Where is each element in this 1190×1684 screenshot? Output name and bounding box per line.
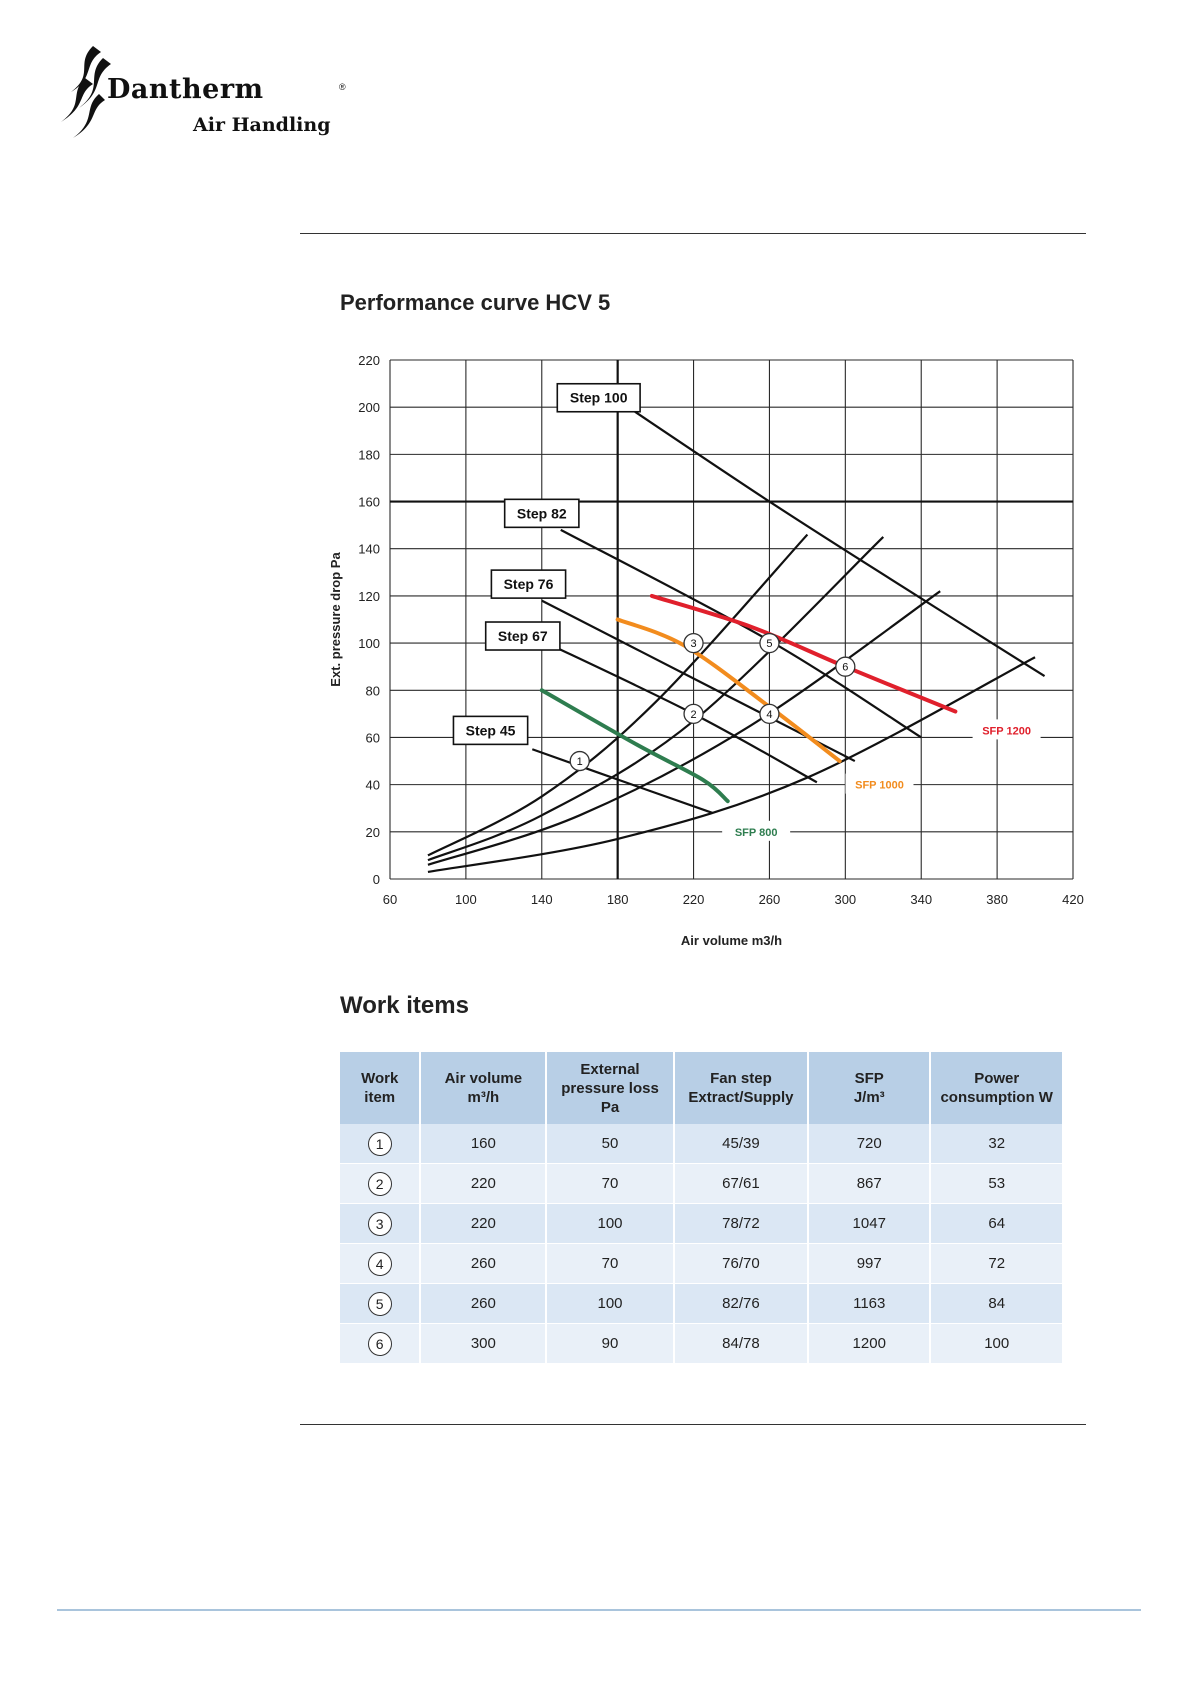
work-item-badge: 4 — [368, 1252, 392, 1276]
bottom-divider — [300, 1424, 1086, 1425]
air-volume-cell: 220 — [420, 1164, 546, 1204]
pressure-cell: 50 — [546, 1124, 674, 1164]
table-row — [340, 1284, 1063, 1324]
fan-step-cell: 78/72 — [674, 1204, 808, 1244]
air-volume-cell: 260 — [420, 1244, 546, 1284]
table-row — [340, 1324, 1063, 1364]
x-tick-label: 380 — [986, 892, 1008, 907]
y-tick-label: 220 — [358, 353, 380, 368]
y-tick-label: 200 — [358, 400, 380, 416]
x-tick-label: 260 — [758, 892, 781, 907]
axis-ticks — [358, 353, 1084, 907]
power-cell: 100 — [930, 1324, 1063, 1364]
sfp-label: SFP 1000 — [855, 779, 904, 792]
work-item-cell — [340, 1324, 420, 1364]
y-tick-label: 60 — [365, 730, 380, 746]
col-header-sfp: SFP J/m³ — [808, 1052, 930, 1124]
brand-logo — [55, 44, 355, 144]
power-cell: 84 — [930, 1284, 1063, 1324]
work-item-cell — [340, 1204, 420, 1244]
col-header-work-item: Work item — [340, 1052, 420, 1124]
power-cell: 32 — [930, 1124, 1063, 1164]
y-tick-label: 100 — [358, 636, 380, 652]
pressure-cell: 100 — [546, 1204, 674, 1244]
power-cell: 72 — [930, 1244, 1063, 1284]
chart-title: Performance curve HCV 5 — [340, 290, 611, 315]
work-items-title: Work items — [340, 992, 469, 1019]
step-curve — [561, 530, 921, 738]
power-cell: 53 — [930, 1164, 1063, 1204]
step-label: Step 45 — [465, 722, 516, 739]
y-tick-label: 160 — [358, 494, 380, 510]
work-point-label: 1 — [576, 756, 583, 769]
air-volume-cell: 220 — [420, 1204, 546, 1244]
work-point-label: 5 — [766, 638, 773, 651]
step-label: Step 100 — [569, 389, 628, 406]
x-tick-label: 60 — [382, 892, 398, 907]
work-item-cell — [340, 1244, 420, 1284]
pressure-cell: 90 — [546, 1324, 674, 1364]
brand-name: Dantherm — [107, 74, 264, 105]
pressure-cell: 100 — [546, 1284, 674, 1324]
y-tick-label: 20 — [365, 824, 380, 840]
footer-line — [57, 1609, 1141, 1611]
work-point-label: 2 — [690, 708, 697, 721]
sfp-cell: 997 — [808, 1244, 930, 1284]
step-label: Step 67 — [497, 628, 548, 645]
x-tick-label: 220 — [682, 892, 705, 907]
x-tick-label: 140 — [530, 892, 553, 907]
sfp-cell: 720 — [808, 1124, 930, 1164]
air-volume-cell: 160 — [420, 1124, 546, 1164]
work-item-cell — [340, 1284, 420, 1324]
step-curve — [532, 749, 712, 813]
step-label: Step 82 — [516, 505, 567, 522]
fan-step-cell: 67/61 — [674, 1164, 808, 1204]
step-label: Step 76 — [503, 576, 554, 593]
work-item-badge: 3 — [368, 1212, 392, 1236]
x-tick-label: 300 — [834, 892, 857, 907]
y-tick-label: 140 — [358, 541, 380, 557]
y-tick-label: 0 — [372, 872, 380, 887]
logo-swoosh-icon — [55, 44, 115, 144]
work-item-badge: 5 — [368, 1292, 392, 1316]
performance-chart — [318, 335, 1098, 955]
table-header-row — [340, 1052, 1063, 1124]
col-header-fan-step: Fan step Extract/Supply — [674, 1052, 808, 1124]
col-header-air-volume: Air volume m³/h — [420, 1052, 546, 1124]
x-tick-label: 340 — [910, 892, 933, 907]
y-axis-title: Ext. pressure drop Pa — [328, 552, 343, 687]
fan-step-cell: 45/39 — [674, 1124, 808, 1164]
sfp-cell: 1163 — [808, 1284, 930, 1324]
top-divider — [300, 233, 1086, 234]
air-volume-cell: 300 — [420, 1324, 546, 1364]
x-tick-label: 100 — [455, 892, 477, 907]
brand-subtitle: Air Handling — [193, 114, 331, 136]
work-point-label: 3 — [690, 638, 697, 651]
fan-step-cell: 82/76 — [674, 1284, 808, 1324]
work-item-badge: 1 — [368, 1132, 392, 1156]
sfp-cell: 867 — [808, 1164, 930, 1204]
air-volume-cell: 260 — [420, 1284, 546, 1324]
y-tick-label: 80 — [365, 683, 380, 699]
table-row — [340, 1244, 1063, 1284]
pressure-cell: 70 — [546, 1244, 674, 1284]
power-cell: 64 — [930, 1204, 1063, 1244]
sfp-cell: 1047 — [808, 1204, 930, 1244]
work-item-badge: 2 — [368, 1172, 392, 1196]
sfp-label: SFP 1200 — [982, 725, 1031, 738]
sfp-cell: 1200 — [808, 1324, 930, 1364]
table-row — [340, 1204, 1063, 1244]
y-tick-label: 120 — [358, 588, 380, 604]
sfp-label: SFP 800 — [734, 826, 778, 839]
y-tick-label: 180 — [358, 447, 380, 463]
work-point-label: 4 — [766, 708, 773, 721]
fan-step-cell: 84/78 — [674, 1324, 808, 1364]
work-item-cell — [340, 1124, 420, 1164]
work-items-table — [340, 1052, 1064, 1364]
fan-step-cell: 76/70 — [674, 1244, 808, 1284]
y-tick-label: 40 — [365, 777, 380, 793]
x-axis-title: Air volume m3/h — [680, 933, 783, 948]
work-item-badge: 6 — [368, 1332, 392, 1356]
work-item-cell — [340, 1164, 420, 1204]
col-header-external-pressure: External pressure loss Pa — [546, 1052, 674, 1124]
pressure-cell: 70 — [546, 1164, 674, 1204]
table-row — [340, 1124, 1063, 1164]
col-header-power: Power consumption W — [930, 1052, 1063, 1124]
step-curve — [618, 400, 1045, 676]
registered-mark: ® — [339, 82, 346, 92]
x-tick-label: 420 — [1062, 892, 1084, 907]
x-tick-label: 180 — [606, 892, 629, 907]
work-point-label: 6 — [842, 661, 849, 674]
table-row — [340, 1164, 1063, 1204]
